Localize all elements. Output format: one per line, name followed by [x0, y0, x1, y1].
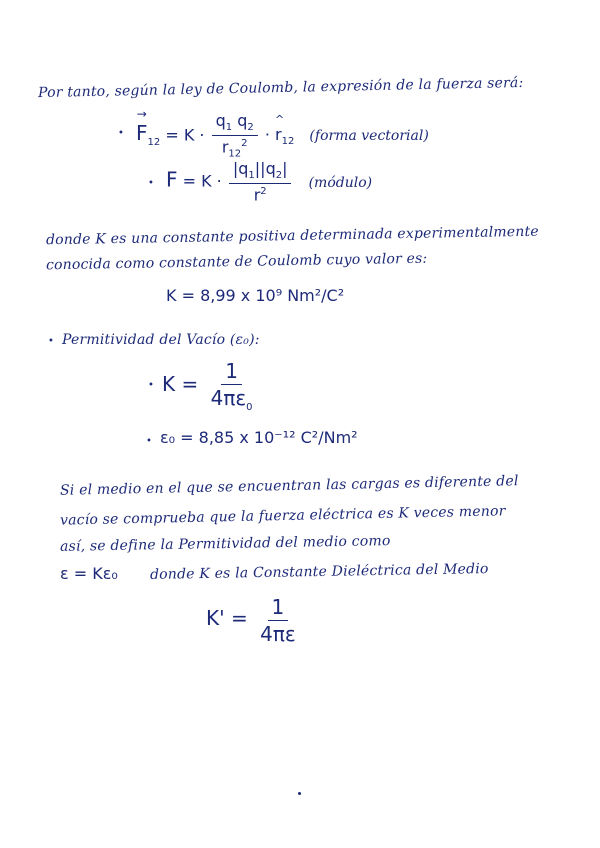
- module-force-equation: F = K · $\frac{|q_1||q_2|}{r^2}$ (módulo): [166, 159, 373, 205]
- coulomb-intro-line: Por tanto, según la ley de Coulomb, la expresión de la fuerza será:: [37, 74, 524, 102]
- page-dot: [298, 792, 301, 795]
- bullet-icon: •: [146, 436, 152, 447]
- medium-paragraph-line-2: vacío se comprueba que la fuerza eléctrica es K veces menor: [59, 503, 506, 529]
- medium-paragraph-line-1: Si el medio en el que se encuentran las cargas es diferente del: [59, 473, 519, 499]
- module-note: (módulo): [308, 174, 373, 191]
- constant-description-line: donde K es una constante positiva determinada experimentalmente: [45, 223, 539, 249]
- vector-form-note: (forma vectorial): [309, 128, 429, 145]
- constant-description-line-2: conocida como constante de Coulomb cuyo valor es:: [45, 250, 428, 274]
- vector-force-equation: → $F_{12} = K$ · $\frac{q_1 q_2}{r_{12}^2}$ · ^ $r_{12}$ (forma vectorial): [136, 112, 429, 160]
- k-prime-equation: K' = $\frac{1}{4\pi\varepsilon}$: [206, 595, 296, 646]
- bullet-icon: •: [148, 178, 154, 189]
- coulomb-constant-value: K = 8,99 x 10⁹ Nm²/C²: [166, 286, 345, 305]
- bullet-icon: •: [148, 380, 154, 391]
- permittivity-heading: Permitividad del Vacío (ε₀):: [62, 332, 260, 348]
- dielectric-constant-line: donde K es la Constante Dieléctrica del Medio: [149, 561, 489, 583]
- bullet-icon: •: [118, 128, 124, 139]
- medium-paragraph-line-3: así, se define la Permitividad del medio como: [59, 533, 391, 555]
- bullet-icon: •: [48, 336, 54, 347]
- vacuum-permittivity-value: ε₀ = 8,85 x 10⁻¹² C²/Nm²: [160, 428, 358, 447]
- medium-permittivity-equation: ε = Kε₀: [60, 564, 118, 583]
- k-permittivity-equation: K = $\frac{1}{4\pi\varepsilon_0}$: [162, 359, 253, 413]
